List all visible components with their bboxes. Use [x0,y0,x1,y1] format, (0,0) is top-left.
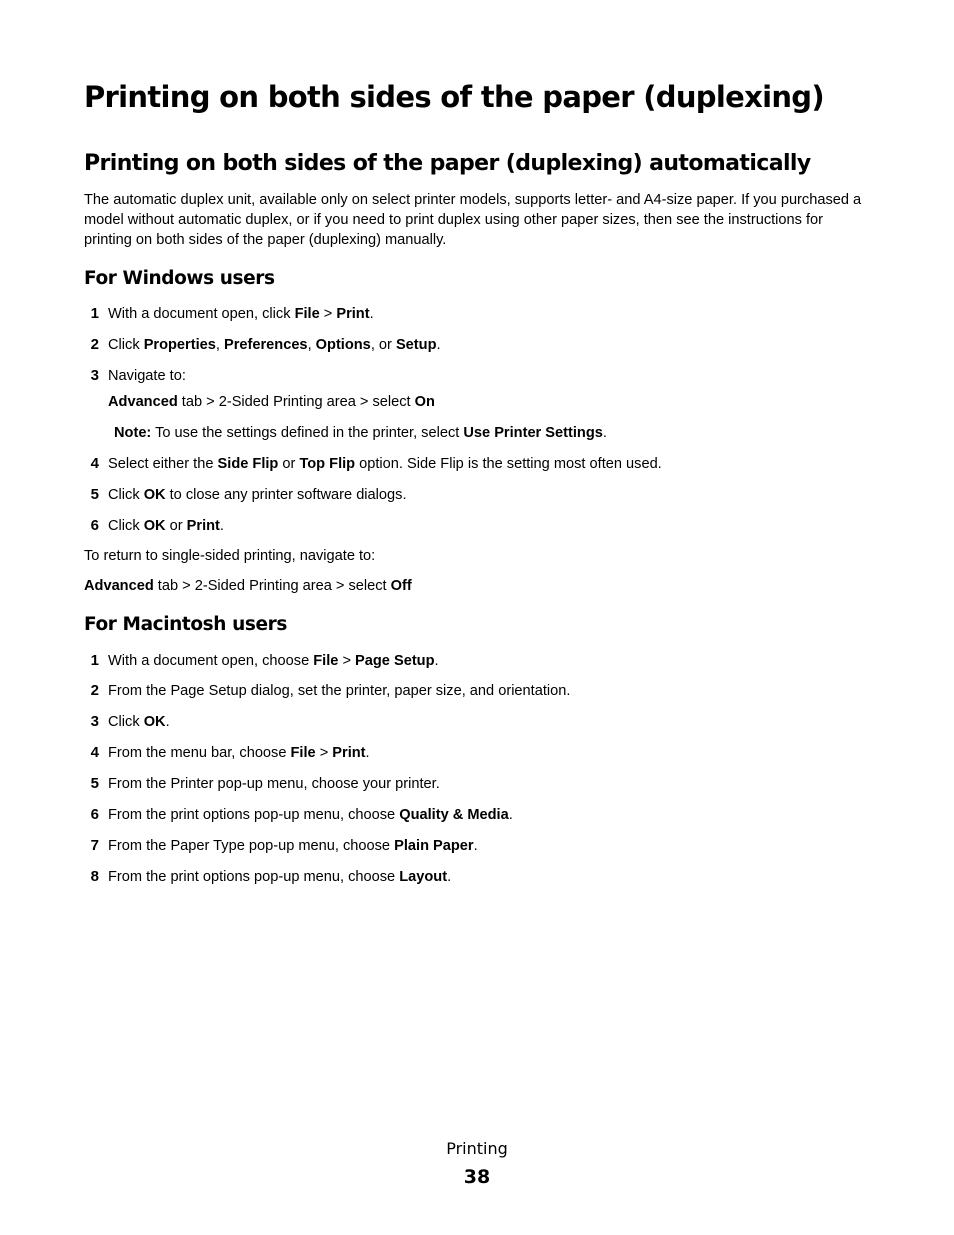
step-number: 5 [90,486,99,503]
step-number: 3 [90,713,99,730]
step-bold: Quality & Media [399,807,509,823]
step-text: to close any printer software dialogs. [165,487,407,503]
page-title: Printing on both sides of the paper (duplexing) [84,80,824,114]
step-number: 3 [90,367,99,384]
step-bold: Top Flip [299,456,356,472]
mac-step-8 [108,867,451,887]
mac-step-4 [108,743,370,763]
step-number: 7 [90,837,99,854]
step-bold: Layout [399,869,448,885]
step-text: > [338,653,356,669]
section-title: Printing on both sides of the paper (duplexing) automatically [84,151,811,176]
step-text: tab > 2-Sided Printing area > select [177,394,415,410]
step-bold: Properties [143,337,216,353]
mac-step-6 [108,805,513,825]
step-bold: Plain Paper [394,838,474,854]
step-bold: File [313,653,339,669]
step-bold: Options [315,337,371,353]
step-bold: OK [143,714,166,730]
windows-step-3 [108,366,186,386]
return-instructions: To return to single-sided printing, navigate to: [84,548,376,564]
step-text: From the Page Setup dialog, set the printer, paper size, and orientation. [108,683,571,699]
step-text: With a document open, click [108,306,295,322]
step-text: From the Paper Type pop-up menu, choose [108,838,395,854]
step-number: 6 [90,517,99,534]
step-text: Click [108,714,144,730]
windows-step-6 [108,516,224,536]
step-text: From the print options pop-up menu, choose [108,869,400,885]
step-text: Select either the [108,456,218,472]
step-bold: Preferences [223,337,308,353]
windows-step-2 [108,335,441,355]
step-bold: Use Printer Settings [463,425,603,441]
step-text: > [319,306,337,322]
step-text: , [215,337,224,353]
step-bold: Off [390,578,412,594]
step-text: . [365,745,370,761]
step-text: , [307,337,316,353]
mac-step-5 [108,774,440,794]
windows-step-4 [108,454,662,474]
step-number: 2 [90,682,99,699]
step-text: . [165,714,170,730]
step-bold: On [414,394,435,410]
step-text: . [602,425,607,441]
step-text: or [278,456,300,472]
step-text: . [508,807,513,823]
step-text: . [434,653,439,669]
step-text: Click [108,337,144,353]
step-text: . [369,306,374,322]
step-bold: Side Flip [217,456,279,472]
step-text: From the menu bar, choose [108,745,291,761]
step-text: Click [108,487,144,503]
return-path [84,576,412,596]
footer-section-label: Printing [446,1139,508,1158]
step-bold: File [294,306,320,322]
mac-step-3 [108,712,170,732]
step-text: . [219,518,224,534]
step-number: 5 [90,775,99,792]
step-text: Navigate to: [108,368,186,384]
step-bold: Print [332,745,366,761]
step-text: or [165,518,187,534]
step-number: 1 [90,652,99,669]
windows-note [114,423,607,443]
mac-step-7 [108,836,478,856]
step-text: > [315,745,333,761]
step-text: Click [108,518,144,534]
windows-step-5 [108,485,407,505]
step-bold: Print [186,518,220,534]
windows-heading: For Windows users [84,268,275,289]
step-bold: Advanced [108,394,178,410]
mac-heading: For Macintosh users [84,614,287,635]
step-text: From the print options pop-up menu, choose [108,807,400,823]
note-label: Note: [114,425,152,441]
step-bold: File [290,745,316,761]
windows-step-1 [108,304,374,324]
step-text: . [473,838,478,854]
step-number: 8 [90,868,99,885]
mac-step-2 [108,681,570,701]
step-number: 4 [90,455,99,472]
step-bold: Print [336,306,370,322]
step-bold: OK [143,518,166,534]
step-text: To use the settings defined in the printer, select [151,425,464,441]
step-bold: OK [143,487,166,503]
page-number: 38 [463,1166,491,1188]
step-number: 6 [90,806,99,823]
step-text: , or [370,337,396,353]
step-number: 4 [90,744,99,761]
step-bold: Advanced [84,578,154,594]
mac-step-1 [108,651,439,671]
step-text: option. Side Flip is the setting most often used. [355,456,662,472]
step-bold: Setup [395,337,437,353]
step-text: . [436,337,441,353]
step-text: With a document open, choose [108,653,314,669]
step-text: tab > 2-Sided Printing area > select [153,578,391,594]
step-text: From the Printer pop-up menu, choose your printer. [108,776,440,792]
step-number: 2 [90,336,99,353]
intro-paragraph: The automatic duplex unit, available only on select printer models, supports letter- and A4-size paper. If you purchased a model without automatic duplex, or if you need to print duplex using other paper sizes, then see the instructions for printing on both sides of the paper (duplexing) manually. [84,192,862,249]
step-number: 1 [90,305,99,322]
step-text: . [447,869,452,885]
windows-nav-path [108,392,435,412]
step-bold: Page Setup [355,653,435,669]
